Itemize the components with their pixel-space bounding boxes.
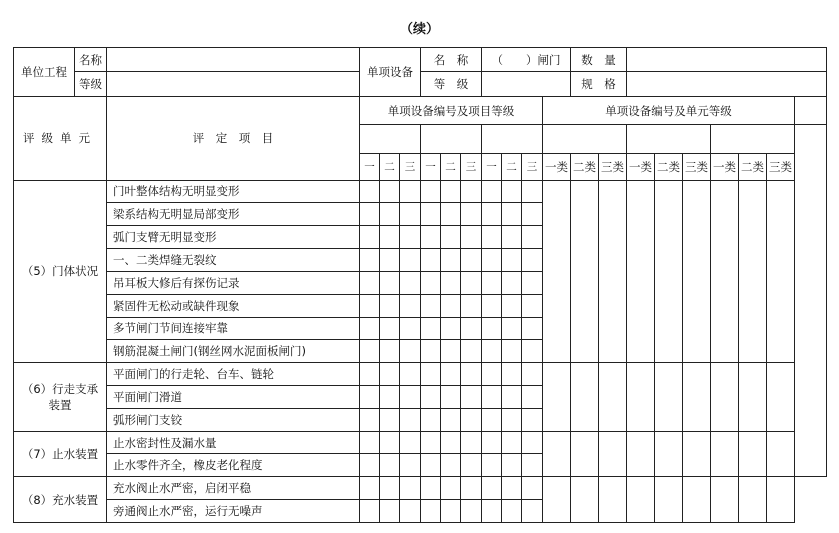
grade-cell[interactable] <box>400 385 421 408</box>
unit-grade-label: 一类 <box>543 154 571 181</box>
unit-grade-cell[interactable] <box>683 180 711 363</box>
level-label: 等级 <box>75 72 107 96</box>
grade-cell[interactable] <box>441 317 461 340</box>
grade-cell[interactable] <box>441 294 461 317</box>
grade-cell[interactable] <box>400 180 421 203</box>
eval-item: 多节闸门节间连接牢靠 <box>107 317 360 340</box>
grade-cell[interactable] <box>421 500 441 523</box>
unit-grade-cell[interactable] <box>655 431 683 477</box>
unit-grade-cell[interactable] <box>571 180 599 363</box>
unit-grade-cell[interactable] <box>711 180 739 363</box>
grade-cell[interactable] <box>441 431 461 454</box>
grade-cell[interactable] <box>461 408 482 431</box>
grade-cell[interactable] <box>461 500 482 523</box>
grade-cell[interactable] <box>461 203 482 226</box>
grade-cell[interactable] <box>522 500 543 523</box>
grade-cell[interactable] <box>421 454 441 477</box>
unit-grade-label: 二类 <box>655 154 683 181</box>
unit-grade-cell[interactable] <box>543 363 571 431</box>
grade-cell[interactable] <box>482 294 502 317</box>
unit-grade-cell[interactable] <box>571 431 599 477</box>
grade-cell[interactable] <box>380 408 400 431</box>
grade-cell[interactable] <box>502 180 522 203</box>
unit-grade-cell[interactable] <box>683 363 711 431</box>
unit-grade-cell[interactable] <box>571 363 599 431</box>
grade-cell[interactable] <box>421 408 441 431</box>
unit-grade-label: 一类 <box>627 154 655 181</box>
eval-item: 弧形闸门支铰 <box>107 408 360 431</box>
grade-cell[interactable] <box>380 340 400 363</box>
grade-cell[interactable] <box>380 500 400 523</box>
equip-number-field[interactable] <box>360 125 421 154</box>
item-grade-label: 二 <box>441 154 461 181</box>
grade-cell[interactable] <box>502 226 522 249</box>
unit-project-level-field[interactable] <box>107 72 360 96</box>
grade-cell[interactable] <box>421 385 441 408</box>
item-grade-label: 一 <box>360 154 380 181</box>
quantity-field[interactable] <box>627 48 827 72</box>
eval-item: 钢筋混凝土闸门(钢丝网水泥面板闸门) <box>107 340 360 363</box>
grade-cell[interactable] <box>522 363 543 386</box>
group-name-line1: （6）行走支承 <box>21 381 99 396</box>
unit-grade-cell[interactable] <box>627 180 655 363</box>
item-grade-label: 三 <box>400 154 421 181</box>
equip-number-field[interactable] <box>711 125 795 154</box>
grade-cell[interactable] <box>380 363 400 386</box>
grade-cell[interactable] <box>522 340 543 363</box>
grade-cell[interactable] <box>380 249 400 272</box>
equipment-level-field[interactable] <box>482 72 571 96</box>
grade-cell[interactable] <box>522 249 543 272</box>
grade-cell[interactable] <box>482 271 502 294</box>
grade-cell[interactable] <box>461 249 482 272</box>
grade-cell[interactable] <box>380 203 400 226</box>
grade-cell[interactable] <box>421 340 441 363</box>
grade-cell[interactable] <box>441 408 461 431</box>
grade-cell[interactable] <box>502 454 522 477</box>
grade-cell[interactable] <box>502 477 522 500</box>
unit-grade-cell[interactable] <box>711 477 739 523</box>
unit-project-name-field[interactable] <box>107 48 360 72</box>
grade-cell[interactable] <box>522 477 543 500</box>
grade-cell[interactable] <box>360 477 380 500</box>
grade-cell[interactable] <box>482 317 502 340</box>
grade-cell[interactable] <box>400 249 421 272</box>
grade-cell[interactable] <box>441 477 461 500</box>
group-name: （5）门体状况 <box>14 180 107 363</box>
unit-grade-cell[interactable] <box>683 477 711 523</box>
grade-cell[interactable] <box>360 340 380 363</box>
eval-item-header: 评 定 项 目 <box>107 96 360 180</box>
grade-cell[interactable] <box>380 454 400 477</box>
unit-grade-cell[interactable] <box>543 180 571 363</box>
grade-cell[interactable] <box>522 385 543 408</box>
grade-cell[interactable] <box>482 249 502 272</box>
group-name <box>14 363 107 431</box>
grade-cell[interactable] <box>400 203 421 226</box>
grade-cell[interactable] <box>461 363 482 386</box>
eval-item: 吊耳板大修后有探伤记录 <box>107 271 360 294</box>
grade-cell[interactable] <box>502 294 522 317</box>
equip-unit-grade-header: 单项设备编号及单元等级 <box>543 96 795 125</box>
grade-cell[interactable] <box>360 385 380 408</box>
grade-cell[interactable] <box>360 180 380 203</box>
group-name: （7）止水装置 <box>14 431 107 477</box>
grade-cell[interactable] <box>522 180 543 203</box>
eval-item: 旁通阀止水严密，运行无噪声 <box>107 500 360 523</box>
item-grade-label: 三 <box>461 154 482 181</box>
eval-item: 充水阀止水严密，启闭平稳 <box>107 477 360 500</box>
grade-cell[interactable] <box>360 454 380 477</box>
eval-item: 一、二类焊缝无裂纹 <box>107 249 360 272</box>
equipment-name-label: 名 称 <box>421 48 482 72</box>
page-title: （续） <box>399 22 439 37</box>
unit-grade-cell[interactable] <box>739 180 767 363</box>
item-grade-label: 一 <box>421 154 441 181</box>
grade-cell[interactable] <box>421 431 441 454</box>
grade-cell[interactable] <box>461 294 482 317</box>
grade-cell[interactable] <box>522 317 543 340</box>
grade-cell[interactable] <box>441 363 461 386</box>
grade-cell[interactable] <box>482 477 502 500</box>
evaluation-table <box>13 47 827 523</box>
grade-cell[interactable] <box>522 226 543 249</box>
grade-cell[interactable] <box>380 180 400 203</box>
grade-cell[interactable] <box>360 431 380 454</box>
grade-cell[interactable] <box>522 294 543 317</box>
equip-number-field[interactable] <box>421 125 482 154</box>
equip-number-field[interactable] <box>627 125 711 154</box>
grade-cell[interactable] <box>461 226 482 249</box>
group-name: （8）充水装置 <box>14 477 107 523</box>
unit-grade-label: 一类 <box>711 154 739 181</box>
grade-cell[interactable] <box>502 385 522 408</box>
grade-cell[interactable] <box>380 226 400 249</box>
quantity-label: 数 量 <box>571 48 627 72</box>
grade-cell[interactable] <box>502 500 522 523</box>
unit-grade-cell[interactable] <box>571 477 599 523</box>
grade-cell[interactable] <box>400 431 421 454</box>
grade-cell[interactable] <box>360 271 380 294</box>
grade-cell[interactable] <box>360 203 380 226</box>
grade-cell[interactable] <box>400 477 421 500</box>
grade-cell[interactable] <box>360 363 380 386</box>
grade-cell[interactable] <box>380 271 400 294</box>
grade-cell[interactable] <box>400 271 421 294</box>
grade-cell[interactable] <box>421 317 441 340</box>
unit-grade-label: 三类 <box>767 154 795 181</box>
grade-cell[interactable] <box>441 271 461 294</box>
grade-cell[interactable] <box>360 249 380 272</box>
group-name-line2: 装置 <box>48 397 72 412</box>
grade-cell[interactable] <box>522 431 543 454</box>
grade-cell[interactable] <box>360 294 380 317</box>
grade-cell[interactable] <box>522 454 543 477</box>
grade-cell[interactable] <box>461 431 482 454</box>
equip-item-grade-header: 单项设备编号及项目等级 <box>360 96 543 125</box>
grade-cell[interactable] <box>461 317 482 340</box>
grade-cell[interactable] <box>400 408 421 431</box>
grade-cell[interactable] <box>380 431 400 454</box>
grade-cell[interactable] <box>421 363 441 386</box>
grade-cell[interactable] <box>482 408 502 431</box>
grade-cell[interactable] <box>441 226 461 249</box>
item-grade-label: 一 <box>482 154 502 181</box>
grade-cell[interactable] <box>360 317 380 340</box>
grade-cell[interactable] <box>441 180 461 203</box>
grade-cell[interactable] <box>360 408 380 431</box>
grade-cell[interactable] <box>441 340 461 363</box>
grade-cell[interactable] <box>482 500 502 523</box>
grade-cell[interactable] <box>502 271 522 294</box>
grade-cell[interactable] <box>441 385 461 408</box>
grade-cell[interactable] <box>380 385 400 408</box>
grade-cell[interactable] <box>441 454 461 477</box>
grade-cell[interactable] <box>441 500 461 523</box>
grade-cell[interactable] <box>441 203 461 226</box>
eval-item: 止水密封性及漏水量 <box>107 431 360 454</box>
single-equipment-label: 单项设备 <box>360 48 421 97</box>
grade-cell[interactable] <box>461 385 482 408</box>
grade-cell[interactable] <box>400 317 421 340</box>
grade-cell[interactable] <box>482 363 502 386</box>
grade-cell[interactable] <box>360 500 380 523</box>
grade-cell[interactable] <box>441 249 461 272</box>
grade-cell[interactable] <box>502 317 522 340</box>
gate-type-field[interactable]: （ ）闸门 <box>482 48 571 72</box>
grade-cell[interactable] <box>461 271 482 294</box>
grade-cell[interactable] <box>482 340 502 363</box>
eval-item: 平面闸门滑道 <box>107 385 360 408</box>
unit-project-label: 单位工程 <box>14 48 75 97</box>
unit-grade-cell[interactable] <box>767 477 795 523</box>
grade-cell[interactable] <box>421 203 441 226</box>
grade-cell[interactable] <box>522 271 543 294</box>
unit-grade-cell[interactable] <box>543 431 571 477</box>
grade-cell[interactable] <box>482 180 502 203</box>
unit-grade-label: 三类 <box>599 154 627 181</box>
grade-cell[interactable] <box>502 408 522 431</box>
unit-grade-cell[interactable] <box>711 431 739 477</box>
grade-cell[interactable] <box>400 226 421 249</box>
equip-number-field[interactable] <box>543 125 627 154</box>
eval-item: 紧固件无松动或缺件现象 <box>107 294 360 317</box>
grade-cell[interactable] <box>482 431 502 454</box>
grade-cell[interactable] <box>360 226 380 249</box>
grade-cell[interactable] <box>461 454 482 477</box>
grade-cell[interactable] <box>421 477 441 500</box>
grade-cell[interactable] <box>421 226 441 249</box>
unit-grade-label: 三类 <box>683 154 711 181</box>
grade-cell[interactable] <box>502 431 522 454</box>
grade-cell[interactable] <box>502 363 522 386</box>
grade-cell[interactable] <box>380 477 400 500</box>
unit-grade-label: 二类 <box>739 154 767 181</box>
eval-item: 止水零件齐全，橡皮老化程度 <box>107 454 360 477</box>
unit-grade-cell[interactable] <box>655 363 683 431</box>
eval-unit-header: 评级单元 <box>14 96 107 180</box>
item-grade-label: 二 <box>502 154 522 181</box>
eval-item: 门叶整体结构无明显变形 <box>107 180 360 203</box>
grade-cell[interactable] <box>502 203 522 226</box>
unit-grade-cell[interactable] <box>599 431 627 477</box>
grade-cell[interactable] <box>461 340 482 363</box>
grade-cell[interactable] <box>400 500 421 523</box>
unit-grade-cell[interactable] <box>655 477 683 523</box>
unit-grade-cell[interactable] <box>627 477 655 523</box>
item-grade-label: 二 <box>380 154 400 181</box>
equipment-level-label: 等 级 <box>421 72 482 96</box>
unit-grade-cell[interactable] <box>739 431 767 477</box>
grade-cell[interactable] <box>400 294 421 317</box>
spec-label: 规 格 <box>571 72 627 96</box>
item-grade-label: 三 <box>522 154 543 181</box>
grade-cell[interactable] <box>522 203 543 226</box>
grade-cell[interactable] <box>421 271 441 294</box>
unit-grade-cell[interactable] <box>655 180 683 363</box>
remarks-field[interactable] <box>795 125 827 477</box>
grade-cell[interactable] <box>502 340 522 363</box>
grade-cell[interactable] <box>482 226 502 249</box>
grade-cell[interactable] <box>482 203 502 226</box>
unit-grade-cell[interactable] <box>599 477 627 523</box>
eval-item: 梁系结构无明显局部变形 <box>107 203 360 226</box>
grade-cell[interactable] <box>400 340 421 363</box>
grade-cell[interactable] <box>400 454 421 477</box>
unit-grade-cell[interactable] <box>683 431 711 477</box>
grade-cell[interactable] <box>522 408 543 431</box>
unit-grade-label: 二类 <box>571 154 599 181</box>
grade-cell[interactable] <box>400 363 421 386</box>
unit-grade-cell[interactable] <box>739 363 767 431</box>
unit-grade-cell[interactable] <box>767 431 795 477</box>
name-label: 名称 <box>75 48 107 72</box>
unit-grade-cell[interactable] <box>711 363 739 431</box>
unit-grade-cell[interactable] <box>599 180 627 363</box>
eval-item: 平面闸门的行走轮、台车、链轮 <box>107 363 360 386</box>
grade-cell[interactable] <box>482 385 502 408</box>
grade-cell[interactable] <box>421 294 441 317</box>
unit-grade-cell[interactable] <box>627 431 655 477</box>
grade-cell[interactable] <box>421 180 441 203</box>
unit-grade-cell[interactable] <box>767 363 795 431</box>
equip-number-field[interactable] <box>482 125 543 154</box>
eval-item: 弧门支臂无明显变形 <box>107 226 360 249</box>
spec-field[interactable] <box>627 72 827 96</box>
unit-grade-cell[interactable] <box>599 363 627 431</box>
grade-cell[interactable] <box>380 294 400 317</box>
unit-grade-cell[interactable] <box>767 180 795 363</box>
grade-cell[interactable] <box>421 249 441 272</box>
grade-cell[interactable] <box>380 317 400 340</box>
unit-grade-cell[interactable] <box>739 477 767 523</box>
grade-cell[interactable] <box>502 249 522 272</box>
grade-cell[interactable] <box>482 454 502 477</box>
grade-cell[interactable] <box>461 477 482 500</box>
grade-cell[interactable] <box>461 180 482 203</box>
unit-grade-cell[interactable] <box>543 477 571 523</box>
unit-grade-cell[interactable] <box>627 363 655 431</box>
